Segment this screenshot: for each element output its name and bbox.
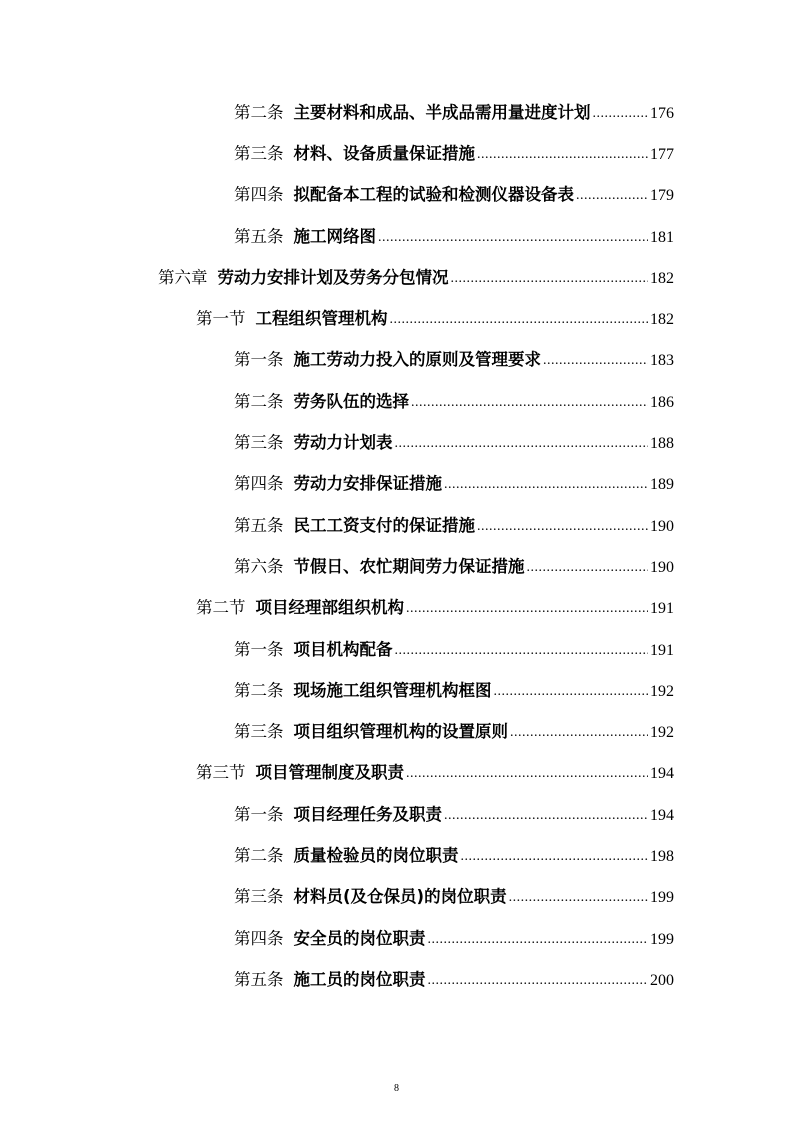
toc-entry-number: 第三条: [234, 143, 284, 163]
dot-leader: [395, 436, 649, 452]
toc-entry-title: 民工工资支付的保证措施: [293, 515, 475, 535]
toc-entry-title: 工程组织管理机构: [255, 309, 388, 329]
toc-entry-page: 189: [650, 476, 674, 494]
toc-entry-number: 第一条: [234, 350, 284, 370]
toc-entry-number: 第四条: [234, 928, 284, 948]
toc-entry-number: 第五条: [234, 226, 284, 246]
page-number: 8: [394, 1083, 399, 1094]
toc-entry[interactable]: [0, 503, 793, 544]
toc-entry-title: 拟配备本工程的试验和检测仪器设备表: [293, 185, 574, 205]
toc-entry-section[interactable]: [0, 586, 793, 627]
toc-entry-page: 194: [650, 806, 674, 824]
toc-entry[interactable]: [0, 668, 793, 709]
toc-entry-number: 第二节: [196, 598, 246, 618]
dot-leader: [390, 312, 649, 328]
toc-entry-number: 第四条: [234, 474, 284, 494]
toc-entry-title: 施工网络图: [293, 226, 376, 246]
toc-entry-title: 项目管理制度及职责: [255, 763, 404, 783]
toc-entry-number: 第五条: [234, 515, 284, 535]
toc-entry-title: 节假日、农忙期间劳力保证措施: [293, 556, 525, 576]
toc-entry[interactable]: [0, 709, 793, 750]
toc-entry-number: 第四条: [234, 185, 284, 205]
dot-leader: [444, 808, 648, 824]
toc-entry-title: 质量检验员的岗位职责: [293, 845, 459, 865]
toc-entry-number: 第一条: [234, 804, 284, 824]
dot-leader: [510, 725, 648, 741]
toc-entry-title: 劳务队伍的选择: [293, 391, 409, 411]
toc-entry-number: 第一条: [234, 639, 284, 659]
toc-entry-number: 第二条: [234, 680, 284, 700]
toc-entry[interactable]: [0, 338, 793, 379]
toc-entry[interactable]: [0, 90, 793, 131]
dot-leader: [428, 932, 649, 948]
toc-entry[interactable]: [0, 420, 793, 461]
toc-entry-number: 第三条: [234, 433, 284, 453]
dot-leader: [576, 188, 648, 204]
dot-leader: [406, 601, 648, 617]
dot-leader: [411, 395, 648, 411]
toc-entry-title: 材料、设备质量保证措施: [293, 143, 475, 163]
toc-entry-title: 主要材料和成品、半成品需用量进度计划: [293, 102, 591, 122]
toc-entry-page: 176: [650, 104, 674, 122]
toc-entry-title: 项目经理任务及职责: [293, 804, 442, 824]
dot-leader: [593, 106, 649, 122]
dot-leader: [477, 147, 648, 163]
toc-entry-chapter[interactable]: [0, 255, 793, 296]
toc-entry-title: 项目机构配备: [293, 639, 393, 659]
toc-entry-number: 第三节: [196, 763, 246, 783]
toc-entry-page: 190: [650, 517, 674, 535]
toc-entry-page: 183: [650, 352, 674, 370]
toc-entry-section[interactable]: [0, 296, 793, 337]
toc-entry-title: 现场施工组织管理机构框图: [293, 680, 492, 700]
toc-entry[interactable]: [0, 379, 793, 420]
dot-leader: [461, 849, 649, 865]
toc-entry-number: 第二条: [234, 845, 284, 865]
dot-leader: [477, 519, 648, 535]
toc-entry-title: 劳动力安排计划及劳务分包情况: [217, 267, 449, 287]
toc-entry-page: 182: [650, 311, 674, 329]
toc-entry-page: 192: [650, 724, 674, 742]
toc-entry[interactable]: [0, 916, 793, 957]
toc-entry-page: 192: [650, 682, 674, 700]
toc-entry[interactable]: [0, 131, 793, 172]
toc-entry-page: 200: [650, 971, 674, 989]
dot-leader: [543, 353, 648, 369]
toc-entry[interactable]: [0, 214, 793, 255]
toc-entry[interactable]: [0, 833, 793, 874]
toc-entry-title: 安全员的岗位职责: [293, 928, 426, 948]
toc-entry-title: 材料员(及仓保员)的岗位职责: [293, 887, 507, 907]
dot-leader: [509, 890, 648, 906]
toc-entry-number: 第六章: [158, 267, 208, 287]
toc-entry-page: 181: [650, 228, 674, 246]
dot-leader: [444, 477, 648, 493]
toc-entry-title: 项目组织管理机构的设置原则: [293, 722, 508, 742]
toc-entry[interactable]: [0, 792, 793, 833]
toc-entry[interactable]: [0, 544, 793, 585]
toc-entry-page: 199: [650, 930, 674, 948]
dot-leader: [428, 973, 649, 989]
toc-entry-title: 施工劳动力投入的原则及管理要求: [293, 350, 541, 370]
toc-entry-page: 190: [650, 558, 674, 576]
toc-entry-page: 182: [650, 269, 674, 287]
toc-entry-page: 194: [650, 765, 674, 783]
toc-entry[interactable]: [0, 627, 793, 668]
toc-entry-title: 项目经理部组织机构: [255, 598, 404, 618]
toc-entry-page: 177: [650, 145, 674, 163]
dot-leader: [395, 643, 649, 659]
toc-entry-number: 第二条: [234, 102, 284, 122]
toc-entry-number: 第三条: [234, 887, 284, 907]
toc-entry-page: 191: [650, 600, 674, 618]
toc-entry[interactable]: [0, 173, 793, 214]
toc-entry-title: 劳动力计划表: [293, 433, 393, 453]
toc-entry-page: 191: [650, 641, 674, 659]
toc-entry-page: 199: [650, 889, 674, 907]
toc-entry-page: 188: [650, 435, 674, 453]
table-of-contents: [0, 90, 793, 999]
toc-entry-title: 劳动力安排保证措施: [293, 474, 442, 494]
toc-entry[interactable]: [0, 875, 793, 916]
toc-entry-title: 施工员的岗位职责: [293, 969, 426, 989]
toc-entry[interactable]: [0, 957, 793, 998]
toc-entry-page: 198: [650, 847, 674, 865]
dot-leader: [494, 684, 649, 700]
dot-leader: [406, 766, 648, 782]
dot-leader: [451, 271, 649, 287]
toc-entry-page: 186: [650, 393, 674, 411]
toc-entry-number: 第五条: [234, 969, 284, 989]
toc-entry-section[interactable]: [0, 751, 793, 792]
toc-entry-number: 第六条: [234, 556, 284, 576]
toc-entry[interactable]: [0, 462, 793, 503]
toc-entry-number: 第一节: [196, 309, 246, 329]
toc-entry-number: 第二条: [234, 391, 284, 411]
toc-entry-number: 第三条: [234, 722, 284, 742]
dot-leader: [378, 230, 648, 246]
dot-leader: [527, 560, 649, 576]
toc-entry-page: 179: [650, 187, 674, 205]
